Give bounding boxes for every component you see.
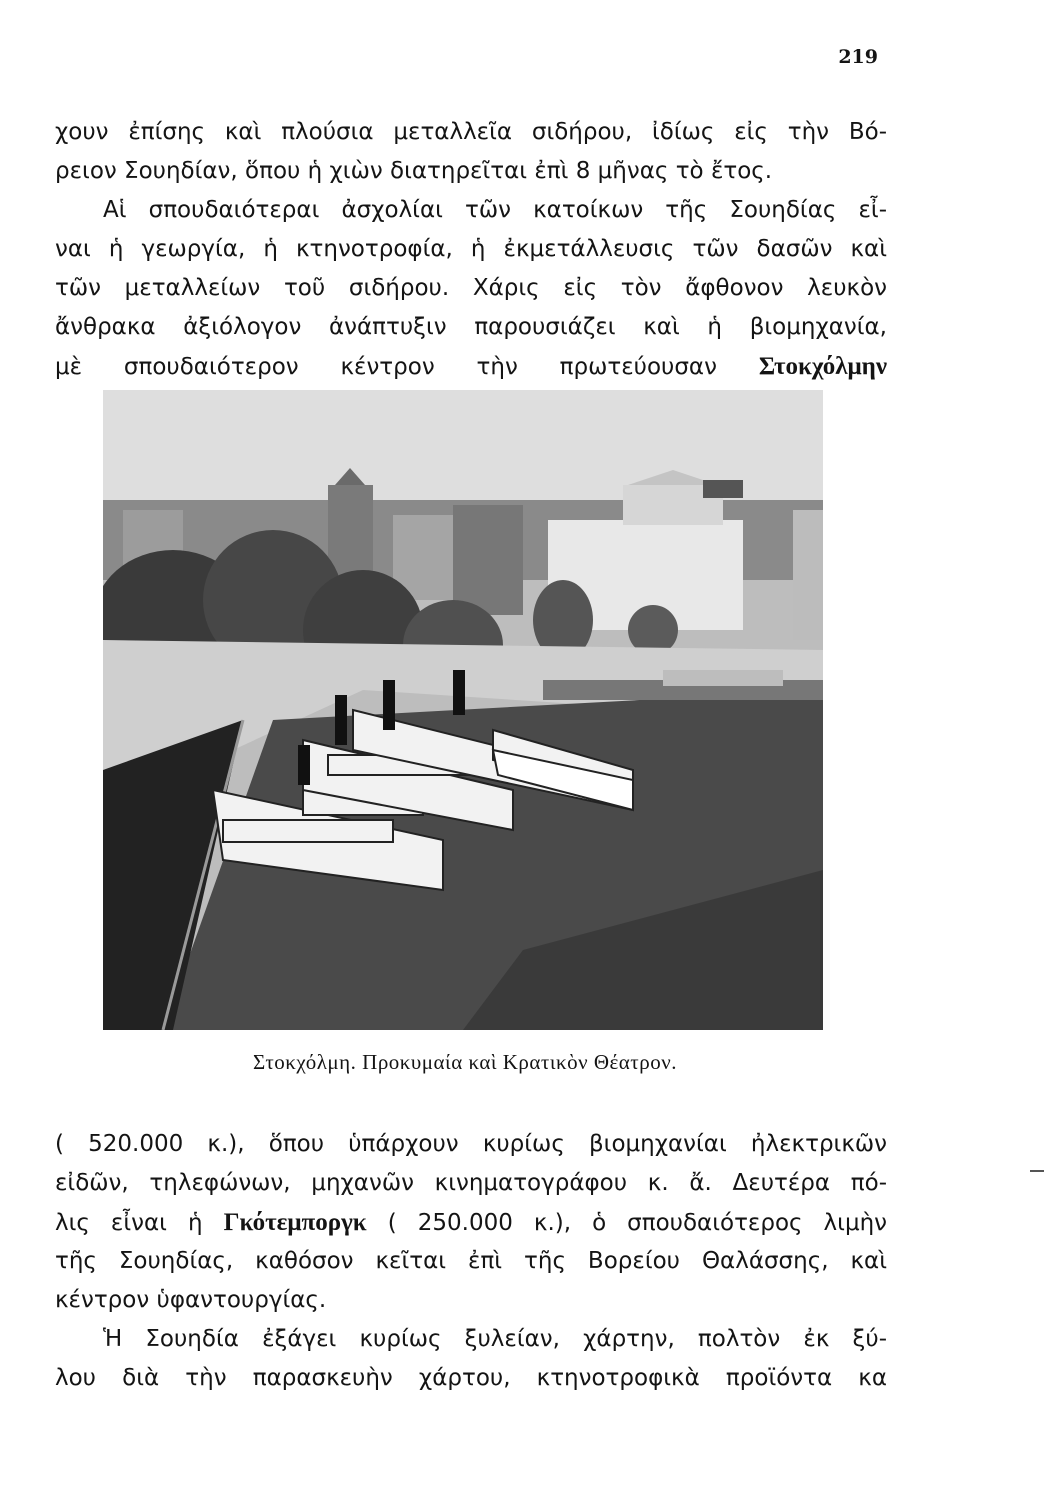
bottom-text-block bbox=[55, 1125, 887, 1398]
top-text-block bbox=[55, 113, 887, 386]
figure-caption: Στοκχόλμη. Προκυμαία καὶ Κρατικὸν Θέατρον. bbox=[253, 1050, 677, 1074]
page-number: 219 bbox=[838, 46, 878, 68]
text-run: ( 250.000 κ.), ὁ σπουδαιότερος λιμὴν bbox=[387, 1210, 888, 1236]
text-line: τῶν μεταλλείων τοῦ σιδήρου. Χάρις εἰς τὸν ἄφθονον λευκὸν bbox=[55, 275, 887, 301]
text-line: ναι ἡ γεωργία, ἡ κτηνοτροφία, ἡ ἐκμετάλλευσις τῶν δασῶν καὶ bbox=[55, 236, 887, 262]
text-run: λις εἶναι ἡ bbox=[55, 1210, 203, 1236]
text-line: εἰδῶν, τηλεφώνων, μηχανῶν κινηματογράφου κ. ἄ. Δευτέρα πό- bbox=[55, 1170, 887, 1196]
text-line: χουν ἐπίσης καὶ πλούσια μεταλλεῖα σιδήρου, ἰδίως εἰς τὴν Βό- bbox=[55, 119, 887, 145]
text-line bbox=[55, 1203, 887, 1242]
text-line: λου διὰ τὴν παρασκευὴν χάρτου, κτηνοτροφικὰ προϊόντα κα bbox=[55, 1365, 887, 1391]
emphasized-place-name: Γκότεμποργκ bbox=[223, 1209, 367, 1236]
text-line: τῆς Σουηδίας, καθόσον κεῖται ἐπὶ τῆς Βορείου Θαλάσσης, καὶ bbox=[55, 1248, 887, 1274]
text-run: μὲ σπουδαιότερον κέντρον τὴν πρωτεύουσαν bbox=[55, 354, 717, 380]
margin-mark bbox=[1030, 1170, 1044, 1172]
text-line: Ἡ Σουηδία ἐξάγει κυρίως ξυλείαν, χάρτην, πολτὸν ἐκ ξύ- bbox=[103, 1326, 887, 1352]
stockholm-quay-photo bbox=[103, 390, 823, 1030]
text-line: ἄνθρακα ἀξιόλογον ἀνάπτυξιν παρουσιάζει καὶ ἡ βιομηχανία, bbox=[55, 314, 887, 340]
text-line: Αἱ σπουδαιότεραι ἀσχολίαι τῶν κατοίκων τῆς Σουηδίας εἶ- bbox=[103, 197, 887, 223]
text-line: ( 520.000 κ.), ὅπου ὑπάρχουν κυρίως βιομηχανίαι ἠλεκτρικῶν bbox=[55, 1131, 887, 1157]
emphasized-place-name: Στοκχόλμην bbox=[758, 353, 888, 380]
text-line: κέντρον ὑφαντουργίας. bbox=[55, 1287, 327, 1313]
text-line: ρειον Σουηδίαν, ὅπου ἡ χιὼν διατηρεῖται ἐπὶ 8 μῆνας τὸ ἔτος. bbox=[55, 158, 773, 184]
text-line bbox=[55, 347, 887, 386]
